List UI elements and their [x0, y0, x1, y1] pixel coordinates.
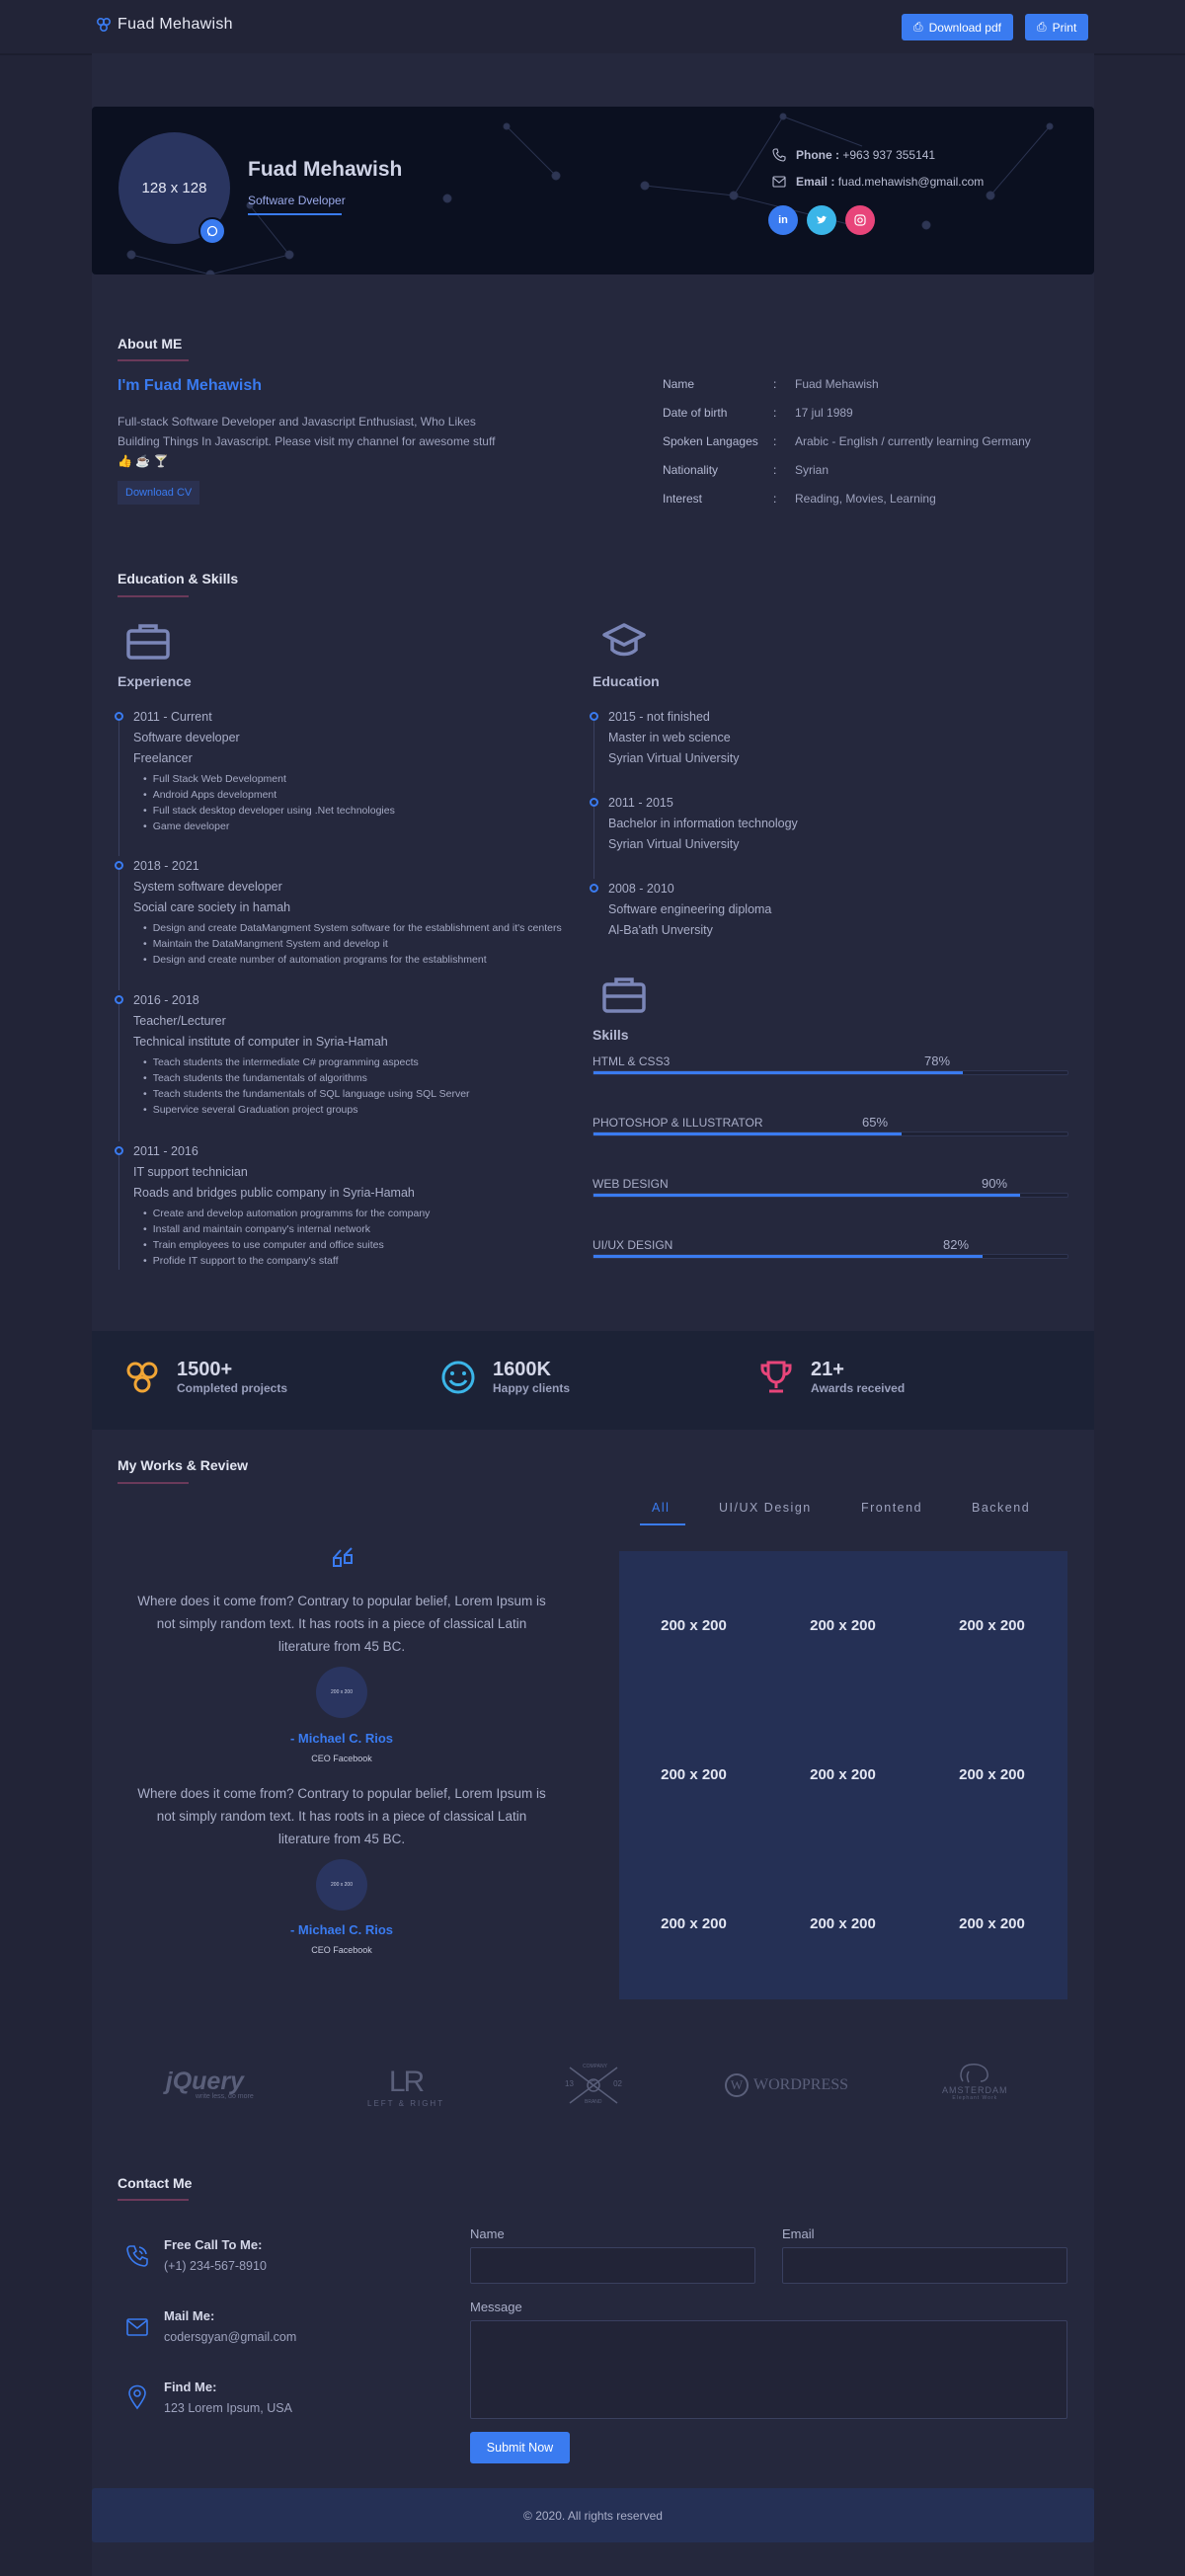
experience-item: • Supervice several Graduation project groups: [143, 1102, 608, 1118]
experience-org: Social care society in hamah: [133, 900, 291, 914]
reviewer-name: - Michael C. Rios: [289, 1922, 394, 1937]
gallery-item[interactable]: 200 x 200: [959, 1766, 1025, 1783]
education-period: 2011 - 2015: [608, 796, 673, 810]
detail-value: Arabic - English / currently learning Germany: [795, 434, 1031, 448]
detail-value: Fuad Mehawish: [795, 377, 879, 391]
tab-backend[interactable]: Backend: [972, 1501, 1031, 1515]
contact-location-title: Find Me:: [164, 2380, 217, 2394]
skills-list: [592, 1054, 1068, 1299]
skill-name: UI/UX DESIGN: [592, 1238, 673, 1252]
bio-line-1: Full-stack Software Developer and Javascript Enthusiast, Who Likes: [118, 415, 476, 429]
mail-icon: [125, 2317, 149, 2337]
review-quote: [110, 1782, 574, 1850]
review-line: Where does it come from? Contrary to popular belief, Lorem Ipsum is: [137, 1594, 546, 1608]
experience-entry: [115, 707, 608, 856]
skill-bar-track: [592, 1193, 1068, 1198]
experience-item: • Full stack desktop developer using .Net technologies: [143, 803, 608, 819]
education-degree: Master in web science: [608, 731, 731, 744]
download-pdf-label: Download pdf: [928, 20, 1001, 35]
trophy-icon: [757, 1360, 795, 1395]
detail-label: Interest: [663, 492, 703, 506]
about-bio: [118, 412, 495, 471]
message-field[interactable]: [470, 2320, 1067, 2419]
detail-colon: :: [773, 406, 777, 420]
timeline-line: [118, 1155, 119, 1270]
linkedin-link[interactable]: [768, 205, 798, 235]
skill-name: WEB DESIGN: [592, 1177, 669, 1191]
experience-entry: [115, 856, 608, 990]
skill-bar-fill: [593, 1132, 902, 1135]
phone-label: Phone :: [796, 148, 839, 162]
company-number-left: 13: [565, 2079, 574, 2088]
email-field[interactable]: [782, 2247, 1067, 2284]
experience-items: [143, 1206, 608, 1269]
amsterdam-logo-subtext: Elephant Work: [952, 2095, 998, 2101]
gallery-item[interactable]: 200 x 200: [661, 1617, 727, 1634]
experience-item: • Full Stack Web Development: [143, 771, 608, 787]
detail-row: [663, 377, 1031, 406]
detail-value: Reading, Movies, Learning: [795, 492, 936, 506]
name-field[interactable]: [470, 2247, 755, 2284]
company-mark: C: [591, 2080, 596, 2087]
profile-name: Fuad Mehawish: [248, 158, 403, 181]
detail-colon: :: [773, 377, 777, 391]
review-line: not simply random text. It has roots in a piece of classical Latin: [156, 1616, 527, 1631]
skill-percent: 78%: [924, 1054, 951, 1068]
experience-period: 2011 - 2016: [133, 1144, 198, 1158]
skill-percent: 82%: [943, 1237, 970, 1252]
gallery-item[interactable]: 200 x 200: [810, 1617, 876, 1634]
phone-value: +963 937 355141: [842, 148, 936, 162]
timeline-dot: [590, 798, 598, 807]
review-quote: [110, 1590, 574, 1658]
detail-label: Date of birth: [663, 406, 728, 420]
briefcase-icon: [126, 622, 170, 660]
social-links: [768, 205, 875, 235]
timeline-line: [593, 721, 594, 793]
timeline-dot: [115, 1146, 123, 1155]
stat-label: Completed projects: [177, 1381, 288, 1395]
lr-mark: LR: [388, 2066, 424, 2098]
works-title: My Works & Review: [118, 1457, 249, 1473]
review-line: literature from 45 BC.: [277, 1832, 406, 1846]
experience-item: • Teach students the intermediate C# programming aspects: [143, 1054, 608, 1070]
experience-item: • Profide IT support to the company's staff: [143, 1253, 608, 1269]
experience-timeline: [115, 707, 608, 1270]
experience-item: • Design and create DataMangment System software for the establishment and it's centers: [143, 920, 608, 936]
skill-bar-fill: [593, 1071, 963, 1074]
skill-item: [592, 1177, 1068, 1238]
twitter-icon: [816, 215, 828, 225]
smiley-icon: [439, 1360, 477, 1395]
detail-row: [663, 406, 1031, 434]
wordpress-icon: W: [725, 2073, 749, 2097]
linkedin-icon: in: [778, 214, 788, 226]
left-right-logo: [367, 2066, 444, 2108]
brand-name: Fuad Mehawish: [118, 16, 233, 33]
email-row: [772, 175, 984, 189]
phone-icon: [772, 148, 786, 162]
experience-items: [143, 920, 608, 968]
detail-colon: :: [773, 463, 777, 477]
timeline-dot: [590, 712, 598, 721]
timeline-dot: [115, 712, 123, 721]
experience-role: Software developer: [133, 731, 240, 744]
stat-number: 1600K: [493, 1359, 551, 1380]
skill-bar-track: [592, 1132, 1068, 1136]
bio-emoji: 👍 ☕ 🍸: [118, 454, 169, 468]
timeline-dot: [115, 995, 123, 1004]
skill-item: [592, 1054, 1068, 1116]
printer-icon: ⎙: [1037, 20, 1047, 34]
experience-entry: [115, 1141, 608, 1270]
education-period: 2008 - 2010: [608, 882, 674, 896]
detail-label: Name: [663, 377, 695, 391]
avatar-placeholder-text: 200 x 200: [331, 1882, 353, 1888]
timeline-dot: [115, 861, 123, 870]
review-line: not simply random text. It has roots in a piece of classical Latin: [156, 1809, 527, 1824]
email-field-label: Email: [782, 2226, 815, 2241]
experience-period: 2011 - Current: [133, 710, 212, 724]
skill-item: [592, 1116, 1068, 1177]
timeline-line: [118, 1004, 119, 1141]
stat-clients: [439, 1359, 570, 1395]
reviewer-name: - Michael C. Rios: [289, 1731, 394, 1746]
download-cv-button[interactable]: Download CV: [118, 481, 199, 505]
stat-number: 1500+: [177, 1359, 233, 1380]
education-entry: [590, 793, 1064, 879]
reviewer-avatar: [316, 1859, 367, 1911]
review-line: Where does it come from? Contrary to popular belief, Lorem Ipsum is: [137, 1786, 546, 1801]
submit-button[interactable]: Submit Now: [470, 2432, 570, 2463]
instagram-icon: [854, 214, 866, 226]
detail-row: [663, 492, 1031, 520]
network-background: [92, 107, 1094, 274]
hexagons-icon: [123, 1360, 161, 1395]
jquery-logo-text: jQuery: [165, 2068, 244, 2095]
skill-bar-fill: [593, 1194, 1020, 1197]
location-pin-icon: [127, 2384, 147, 2410]
skills-briefcase-icon: [602, 976, 646, 1013]
stat-label: Happy clients: [493, 1381, 571, 1395]
stat-projects: [123, 1359, 287, 1395]
timeline-dot: [590, 884, 598, 893]
detail-value: Syrian: [795, 463, 830, 477]
email-label: Email :: [796, 175, 835, 189]
download-pdf-button[interactable]: [902, 14, 1013, 40]
experience-role: Teacher/Lecturer: [133, 1014, 226, 1028]
brand[interactable]: [96, 16, 233, 34]
review-line: literature from 45 BC.: [277, 1639, 406, 1654]
elephant-icon: [957, 2062, 992, 2085]
experience-items: [143, 1054, 608, 1118]
works-underline: [118, 1482, 189, 1484]
gallery-item[interactable]: 200 x 200: [810, 1766, 876, 1783]
experience-items: [143, 771, 608, 834]
detail-value: 17 jul 1989: [795, 406, 853, 420]
wordpress-logo: [725, 2073, 848, 2097]
message-field-label: Message: [470, 2300, 522, 2314]
contact-call-title: Free Call To Me:: [164, 2237, 263, 2252]
timeline-line: [118, 870, 119, 990]
phone-row: [772, 148, 935, 162]
chat-icon: [206, 225, 218, 237]
footer: [92, 2488, 1094, 2542]
experience-org: Roads and bridges public company in Syria-Hamah: [133, 1186, 415, 1200]
skill-bar-track: [592, 1254, 1068, 1259]
stat-awards: [757, 1359, 905, 1395]
experience-period: 2016 - 2018: [133, 993, 199, 1007]
gallery-item[interactable]: 200 x 200: [959, 1617, 1025, 1634]
stat-number: 21+: [811, 1359, 844, 1380]
portfolio-gallery: [619, 1551, 1067, 1999]
detail-row: [663, 434, 1031, 463]
experience-title: Experience: [118, 673, 192, 689]
tab-frontend[interactable]: Frontend: [861, 1501, 923, 1515]
experience-item: • Teach students the fundamentals of SQL language using SQL Server: [143, 1086, 608, 1102]
education-period: 2015 - not finished: [608, 710, 710, 724]
contact-call-value: (+1) 234-567-8910: [164, 2259, 267, 2273]
skill-name: HTML & CSS3: [592, 1054, 671, 1068]
about-greeting: I'm Fuad Mehawish: [118, 377, 263, 394]
education-school: Syrian Virtual University: [608, 751, 740, 765]
atom-logo-icon: [96, 17, 112, 33]
about-title: About ME: [118, 336, 183, 351]
graduation-cap-icon: [602, 622, 646, 660]
detail-colon: :: [773, 434, 777, 448]
experience-period: 2018 - 2021: [133, 859, 199, 873]
experience-item: • Train employees to use computer and office suites: [143, 1237, 608, 1253]
about-underline: [118, 359, 189, 361]
skill-name: PHOTOSHOP & ILLUSTRATOR: [592, 1116, 763, 1130]
experience-org: Technical institute of computer in Syria-Hamah: [133, 1035, 388, 1049]
experience-item: • Design and create number of automation programs for the establishment: [143, 952, 608, 968]
detail-colon: :: [773, 492, 777, 506]
timeline-line: [118, 721, 119, 856]
edu-skills-underline: [118, 595, 189, 597]
contact-mail-value: codersgyan@gmail.com: [164, 2330, 297, 2344]
skill-percent: 65%: [862, 1115, 889, 1130]
gallery-item[interactable]: 200 x 200: [959, 1915, 1025, 1932]
twitter-link[interactable]: [807, 205, 836, 235]
tab-ui-ux[interactable]: UI/UX Design: [719, 1501, 812, 1515]
experience-role: System software developer: [133, 880, 282, 894]
jquery-logo: [156, 2068, 254, 2100]
wordpress-logo-text: WORDPRESS: [753, 2076, 849, 2093]
gallery-item[interactable]: 200 x 200: [810, 1915, 876, 1932]
contact-title: Contact Me: [118, 2175, 193, 2191]
experience-role: IT support technician: [133, 1165, 248, 1179]
education-title: Education: [592, 673, 660, 689]
print-label: Print: [1052, 20, 1077, 35]
company-number-right: 02: [613, 2079, 622, 2088]
detail-row: [663, 463, 1031, 492]
detail-label: Spoken Langages: [663, 434, 758, 448]
skill-item: [592, 1238, 1068, 1299]
amsterdam-logo-text: AMSTERDAM: [942, 2085, 1008, 2095]
name-field-label: Name: [470, 2226, 505, 2241]
experience-item: • Maintain the DataMangment System and develop it: [143, 936, 608, 952]
experience-org: Freelancer: [133, 751, 193, 765]
company-bottom-text: BRAND: [585, 2099, 602, 2105]
education-degree: Bachelor in information technology: [608, 817, 798, 830]
education-school: Al-Ba'ath Unversity: [608, 923, 713, 937]
profile-role: Software Dveloper: [248, 194, 346, 207]
chat-badge[interactable]: [198, 217, 226, 245]
skills-title: Skills: [592, 1027, 629, 1043]
mail-icon: [772, 176, 786, 188]
skill-bar-track: [592, 1070, 1068, 1075]
education-timeline: [590, 707, 1064, 965]
experience-entry: [115, 990, 608, 1141]
experience-item: • Android Apps development: [143, 787, 608, 803]
skill-bar-fill: [593, 1255, 983, 1258]
reviewer-role: CEO Facebook: [311, 1945, 372, 1955]
contact-underline: [118, 2199, 189, 2201]
footer-copyright: © 2020. All rights reserved: [523, 2508, 663, 2523]
role-underline: [248, 213, 342, 215]
edu-skills-title: Education & Skills: [118, 571, 239, 586]
avatar-placeholder-text: 128 x 128: [141, 180, 207, 196]
jquery-logo-subtext: write less, do more: [196, 2093, 254, 2100]
education-entry: [590, 879, 1064, 965]
company-logo: [565, 2066, 622, 2105]
education-entry: [590, 707, 1064, 793]
active-tab-indicator: [640, 1523, 685, 1525]
education-school: Syrian Virtual University: [608, 837, 740, 851]
experience-item: • Teach students the fundamentals of algorithms: [143, 1070, 608, 1086]
avatar-placeholder-text: 200 x 200: [331, 1689, 353, 1695]
tab-all[interactable]: All: [652, 1501, 671, 1515]
instagram-link[interactable]: [845, 205, 875, 235]
experience-item: • Create and develop automation programms for the company: [143, 1206, 608, 1221]
amsterdam-logo: [942, 2062, 1008, 2101]
experience-item: • Install and maintain company's internal network: [143, 1221, 608, 1237]
personal-details: [663, 377, 1031, 520]
timeline-line: [593, 807, 594, 879]
email-value: fuad.mehawish@gmail.com: [837, 175, 985, 189]
contact-mail-title: Mail Me:: [164, 2308, 215, 2323]
gallery-item[interactable]: 200 x 200: [661, 1915, 727, 1932]
printer-icon: ⎙: [913, 20, 923, 34]
phone-icon: [125, 2244, 149, 2268]
profile-header: [92, 107, 1094, 274]
reviewer-role: CEO Facebook: [311, 1754, 372, 1763]
contact-location-value: 123 Lorem Ipsum, USA: [164, 2401, 292, 2415]
gallery-item[interactable]: 200 x 200: [661, 1766, 727, 1783]
stat-label: Awards received: [811, 1381, 906, 1395]
skill-percent: 90%: [982, 1176, 1008, 1191]
reviewer-avatar: [316, 1667, 367, 1718]
detail-label: Nationality: [663, 463, 719, 477]
company-top-text: COMPANY: [583, 2064, 607, 2069]
education-degree: Software engineering diploma: [608, 902, 772, 916]
print-button[interactable]: [1025, 14, 1088, 40]
bio-line-2: Building Things In Javascript. Please visit my channel for awesome stuff: [118, 434, 496, 448]
quote-icon: [332, 1547, 354, 1569]
left-right-logo-text: LEFT & RIGHT: [367, 2099, 445, 2108]
experience-item: • Game developer: [143, 819, 608, 834]
